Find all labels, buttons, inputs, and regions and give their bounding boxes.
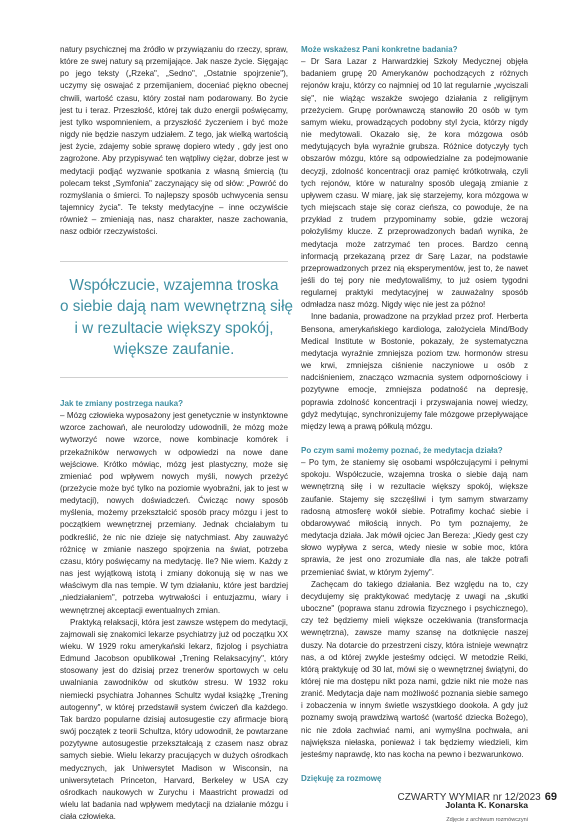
paragraph: Inne badania, prowadzone na przykład przez prof. Herberta Bensona, amerykańskiego kardiologa, założyciela Mind/Body Medical Institute w Bostonie, pokazały, że systematyczna medytacja wyraźnie zmniejsza poziom tzw. hormonów stresu we krwi, zmniejsza ciśnienie naczyniowe u osób z nadciśnieniem, znacząco wzmacnia system odpornościowy i pozytywne emocje, zmniejsza podatność na depresję, poprawia zdolność koncentracji i przyswajania nowej wiedzy, gdyż medytując, synchronizujemy fale mózgowe przepływające między lewą a prawą półkulą mózgu.: [301, 312, 528, 431]
question-heading: Po czym sami możemy poznać, że medytacja działa?: [301, 446, 503, 455]
photo-credit: Zdjęcie z archiwum rozmówczyni: [446, 817, 528, 824]
thanks-line: Dziękuję za rozmowę: [301, 774, 382, 784]
intro-paragraph: natury psychicznej ma źródło w przywiązaniu do rzeczy, spraw, które ze swej natury są przemijające. Jak nasze życie. Sięgając po jego teksty („Rzeka", „Sedno", „Ostatnie spojrzenie"), uczymy się oswajać z przemijaniem, doceniać piękno obecnej chwili, wartość czasu, który został nam podarowany. Bo życie jest tu i teraz. Przeszłość, której tak dużo energii poświęcamy, jest tylko wspomnieniem, a przyszłość życzeniem i być może nigdy nie będzie naszym udziałem. Z tego, jak wielką wartością jest życie, zdajemy sobie sprawę dopiero wtedy , gdy jest ono zagrożone. Aby przypisywać ten wątpliwy ciężar, dobrze jest w medytacji podjąć wyzwanie spotkania z własną śmiercią (tu polecam tekst „Symfonia" zaczynający się od słów: „Powróć do rozmyślania o śmierci. To najlepszy sposób uchwycenia sensu tajemnicy życia". Te teksty medytacyjne – inne oczywiście również – zmieniają nas, nasz charakter, nasze zachowania, nasz odbiór rzeczywistości.: [60, 45, 288, 237]
signature: [301, 799, 528, 826]
author-name: Jolanta K. Konarska: [445, 800, 528, 811]
question-heading: Może wskażesz Pani konkretne badania?: [301, 45, 458, 54]
right-column: [301, 44, 528, 827]
paragraph: – Mózg człowieka wyposażony jest genetycznie w instynktowne wzorce zachowań, ale neurolodzy udowodnili, że mózg może wytworzyć nowe wzorce, nowe kombinacje komórek i przekaźników nerwowych w odpowiedzi na nowe dane wejściowe. Krótko mówiąc, mózg jest plastyczny, może się zmieniać pod wpływem nowych myśli, nowych przeżyć (przeżycie może być tylko na poziomie wyobraźni, jak to jest w medytacji), nowych doświadczeń. Ćwicząc nowy sposób myślenia, możemy przekształcić sposób pracy mózgu i jest to początkiem wewnętrznej przemiany. Jednak chciałabym tu podkreślić, że nic nie dzieje się natychmiast. Aby zauważyć różnicę w zmianie naszego spojrzenia na świat, potrzeba czasu, który poświęcamy na medytację. Ile? Nie wiem. Każdy z nas jest wyjątkową istotą i zmiany dokonują się w nas we właściwym dla nas tempie. W tym działaniu, które jest bardziej „niedziałaniem", potrzeba wytrwałości i entuzjazmu, wiary i wewnętrznej akceptacji ewentualnych zmian.: [60, 411, 288, 615]
paragraph: Praktyką relaksacji, która jest zawsze wstępem do medytacji, zajmowali się znakomici lekarze psychiatrzy już od początku XX wieku. W 1929 roku amerykański lekarz, fizjolog i psychiatra Edmund Jacobson opublikował „Trening Relaksacyjny", który stosowany jest do dzisiaj przez trenerów sportowych w celu uwalniania zawodników od skutków stresu. W 1932 roku niemiecki psychiatra Johannes Schultz wydał książkę „Trening autogenny", w której przedstawił system ćwiczeń dla każdego. Tak bardzo popularne dzisiaj autosugestie czy afirmacje biorą swój początek z teorii Schultza, który udowodnił, że powtarzane pozytywne autosugestie przekształcają z czasem nasz obraz samych siebie. Wielu lekarzy pracujących w dużych ośrodkach medycznych, jak Uniwersytet Madison w Wisconsin, na uniwersytetach Princeton, Harvard, Berkeley w USA czy ośrodkach naukowych w Zurychu i Maastricht prowadzi od wielu lat badania nad wpływem medytacji na działanie mózgu i ciała człowieka.: [60, 617, 288, 822]
pull-quote: [60, 261, 293, 378]
pull-quote-line: i w rezultacie większy spokój,: [74, 319, 274, 337]
page-footer: [398, 791, 557, 803]
paragraph: – Dr Sara Lazar z Harwardzkiej Szkoły Medycznej objęła badaniem grupę 20 Amerykanów pochodzących z różnych rejonów kraju, którzy co najmniej od 10 lat regularnie „wyciszali się", nie wiążąc wszakże swojego działania z religijnym przeżyciem. Grupę porównawczą stanowiło 20 osób w tym samym wieku, prowadzących podobny styl życia, którzy nigdy nie medytowali. Okazało się, że kora mózgowa osób medytujących była wyraźnie grubsza. Różnice dotyczyły tych obszarów mózgu, które są odpowiedzialne za podejmowanie decyzji, zdolność koncentracji oraz pamięć krótkotrwałą, czyli tych rejonów, które w naturalny sposób ulegają zmianie z upływem czasu. W miarę, jak się starzejemy, kora mózgowa w tych miejscach staje się coraz cieńsza, co powoduje, że na przykład z trudem przypominamy sobie, gdzie wczoraj położyliśmy klucze. Z przeprowadzonych badań wynika, że medytacja może zatrzymać ten proces. Bardzo cenną informacją przekazaną przez dr Sarę Lazar, na podstawie przeprowadzonych przez nią eksperymentów, jest to, że nawet jeśli do tej pory nie medytowaliśmy, to już osiem tygodni regularnej praktyki medytacyjnej w zauważalny sposób odmładza nasz mózg. Nigdy więc nie jest za późno!: [301, 57, 528, 310]
magazine-issue: CZWARTY WYMIAR nr 12/2023: [397, 792, 541, 803]
section-heading: Jak te zmiany postrzega nauka?: [60, 398, 183, 408]
left-column: [60, 44, 293, 823]
pull-quote-line: większe zaufanie.: [113, 341, 235, 359]
page-number: 69: [544, 791, 557, 803]
paragraph: – Po tym, że staniemy się osobami współczującymi i pełnymi spokoju. Współczucie, wzajemna troska o siebie dają nam wewnętrzną siłę i w rezultacie większy spokój, większe zaufanie. Stajemy się szczęśliwi i tym samym stwarzamy radosną atmosferę wokół siebie. Potrafimy kochać siebie i obdarowywać miłością innych. Po tym poznajemy, że medytacja działa. Jak mówił ojciec Jan Bereza: „Kiedy gest czy słowo wypływa z serca, wtedy niesie w sobie moc, która sprawia, że jest ono zrozumiałe dla nas, ale także potrafi przemieniać świat, w którym żyjemy".: [301, 458, 528, 577]
pull-quote-line: o siebie dają nam wewnętrzną siłę: [60, 298, 293, 316]
pull-quote-line: Współczucie, wzajemna troska: [69, 276, 279, 294]
paragraph: Zachęcam do takiego działania. Bez względu na to, czy decydujemy się praktykować medytację z uwagi na „skutki uboczne" (poprawa stanu zdrowia fizycznego i psychicznego), czy też będziemy mieli większe oczekiwania (transformacja wewnętrzna), zawsze mamy szansę na dotknięcie naszej duszy. Na dotarcie do przestrzeni ciszy, która istnieje wewnątrz nas, a od której zwykle jesteśmy odcięci. W metodzie Reiki, którą praktykuję od 30 lat, mówi się o wewnętrznej świątyni, do której nie ma dostępu nikt poza nami, gdzie nikt nie może nas zranić. Medytacja daje nam możliwość poznania siebie samego i zobaczenia w innym świetle wszystkiego dookoła. A gdy już poznamy swoją prawdziwą wartość (wartość dziecka Bożego), nic nie zdoła zachwiać nami, ani wymyślna pochwała, ani największa niełaska, ponieważ i tak będziemy wiedzieli, kim jesteśmy naprawdę, kto nas kocha na pewno i bezwarunkowo.: [301, 579, 528, 759]
